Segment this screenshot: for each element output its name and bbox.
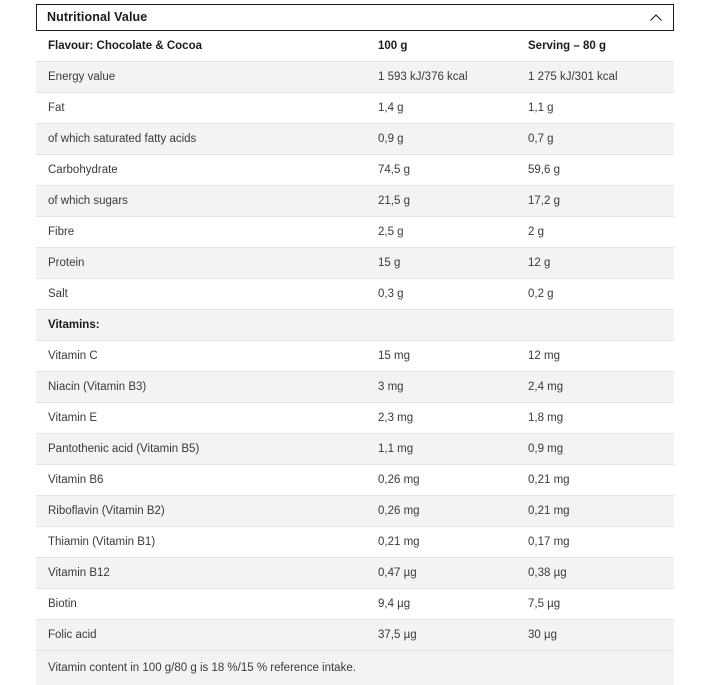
nutrient-name: Protein bbox=[36, 248, 374, 278]
table-row bbox=[36, 496, 674, 527]
nutrient-value: 0,38 µg bbox=[524, 558, 674, 588]
table-row bbox=[36, 248, 674, 279]
nutrient-value: 21,5 g bbox=[374, 186, 524, 216]
nutrient-value: 2,3 mg bbox=[374, 403, 524, 433]
table-row bbox=[36, 341, 674, 372]
nutrient-value: 0,21 mg bbox=[374, 527, 524, 557]
table-row bbox=[36, 465, 674, 496]
chevron-up-icon[interactable] bbox=[649, 11, 663, 25]
nutrient-value: 1 593 kJ/376 kcal bbox=[374, 62, 524, 92]
table-row bbox=[36, 527, 674, 558]
nutrient-name: of which saturated fatty acids bbox=[36, 124, 374, 154]
nutrient-name: Folic acid bbox=[36, 620, 374, 650]
column-header: 100 g bbox=[374, 31, 524, 61]
table-row bbox=[36, 217, 674, 248]
nutrient-value: 0,21 mg bbox=[524, 465, 674, 495]
nutrient-name: Fat bbox=[36, 93, 374, 123]
table-header-row bbox=[36, 31, 674, 62]
table-row bbox=[36, 620, 674, 651]
nutrient-value: 7,5 µg bbox=[524, 589, 674, 619]
nutrient-value: 1,8 mg bbox=[524, 403, 674, 433]
nutrient-name: Vitamin B6 bbox=[36, 465, 374, 495]
nutrient-name: Vitamin E bbox=[36, 403, 374, 433]
nutrition-table bbox=[36, 31, 674, 685]
nutrient-name: Carbohydrate bbox=[36, 155, 374, 185]
table-row bbox=[36, 155, 674, 186]
nutrient-value: 2 g bbox=[524, 217, 674, 247]
nutrition-table-body bbox=[36, 31, 674, 685]
nutrient-value: 1,1 g bbox=[524, 93, 674, 123]
nutrient-value: 0,17 mg bbox=[524, 527, 674, 557]
nutrient-name: Biotin bbox=[36, 589, 374, 619]
nutrient-name: Salt bbox=[36, 279, 374, 309]
nutrient-name: Vitamin B12 bbox=[36, 558, 374, 588]
table-row bbox=[36, 403, 674, 434]
nutrient-value: 0,21 mg bbox=[524, 496, 674, 526]
nutrient-value: 17,2 g bbox=[524, 186, 674, 216]
column-header: Serving – 80 g bbox=[524, 31, 674, 61]
nutrient-name: Thiamin (Vitamin B1) bbox=[36, 527, 374, 557]
table-row bbox=[36, 310, 674, 341]
table-row bbox=[36, 124, 674, 155]
nutrient-name: Pantothenic acid (Vitamin B5) bbox=[36, 434, 374, 464]
nutrient-name: Niacin (Vitamin B3) bbox=[36, 372, 374, 402]
nutrient-value bbox=[524, 316, 674, 334]
nutrient-value: 12 mg bbox=[524, 341, 674, 371]
nutrient-value: 0,3 g bbox=[374, 279, 524, 309]
table-footnote-row bbox=[36, 651, 674, 685]
nutrient-value: 1,1 mg bbox=[374, 434, 524, 464]
table-row bbox=[36, 434, 674, 465]
nutrient-value: 1 275 kJ/301 kcal bbox=[524, 62, 674, 92]
nutrient-value bbox=[374, 316, 524, 334]
table-row bbox=[36, 93, 674, 124]
table-row bbox=[36, 558, 674, 589]
table-row bbox=[36, 589, 674, 620]
nutrient-value: 37,5 µg bbox=[374, 620, 524, 650]
nutrient-value: 2,4 mg bbox=[524, 372, 674, 402]
nutrient-value: 0,26 mg bbox=[374, 496, 524, 526]
nutrient-value: 0,26 mg bbox=[374, 465, 524, 495]
nutrient-value: 30 µg bbox=[524, 620, 674, 650]
table-row bbox=[36, 62, 674, 93]
nutrient-name: Energy value bbox=[36, 62, 374, 92]
nutrient-value: 0,7 g bbox=[524, 124, 674, 154]
nutrient-value: 0,9 g bbox=[374, 124, 524, 154]
nutrient-name: Riboflavin (Vitamin B2) bbox=[36, 496, 374, 526]
table-row bbox=[36, 372, 674, 403]
nutrient-value: 12 g bbox=[524, 248, 674, 278]
table-row bbox=[36, 279, 674, 310]
nutrient-value: 0,9 mg bbox=[524, 434, 674, 464]
column-header: Flavour: Chocolate & Cocoa bbox=[36, 31, 374, 61]
nutrient-value: 9,4 µg bbox=[374, 589, 524, 619]
nutrient-name: Vitamin C bbox=[36, 341, 374, 371]
nutrient-value: 2,5 g bbox=[374, 217, 524, 247]
nutrient-value: 3 mg bbox=[374, 372, 524, 402]
nutrient-value: 74,5 g bbox=[374, 155, 524, 185]
table-row bbox=[36, 186, 674, 217]
nutrient-value: 59,6 g bbox=[524, 155, 674, 185]
nutrient-value: 15 mg bbox=[374, 341, 524, 371]
nutrient-name: Fibre bbox=[36, 217, 374, 247]
nutrient-name: of which sugars bbox=[36, 186, 374, 216]
nutritional-value-accordion-header[interactable] bbox=[36, 4, 674, 31]
nutrient-value: 0,2 g bbox=[524, 279, 674, 309]
table-footnote: Vitamin content in 100 g/80 g is 18 %/15 % reference intake. bbox=[36, 651, 674, 685]
nutrient-value: 0,47 µg bbox=[374, 558, 524, 588]
nutrient-value: 1,4 g bbox=[374, 93, 524, 123]
accordion-title: Nutritional Value bbox=[47, 11, 147, 24]
nutrient-value: 15 g bbox=[374, 248, 524, 278]
nutrient-name: Vitamins: bbox=[36, 310, 374, 340]
